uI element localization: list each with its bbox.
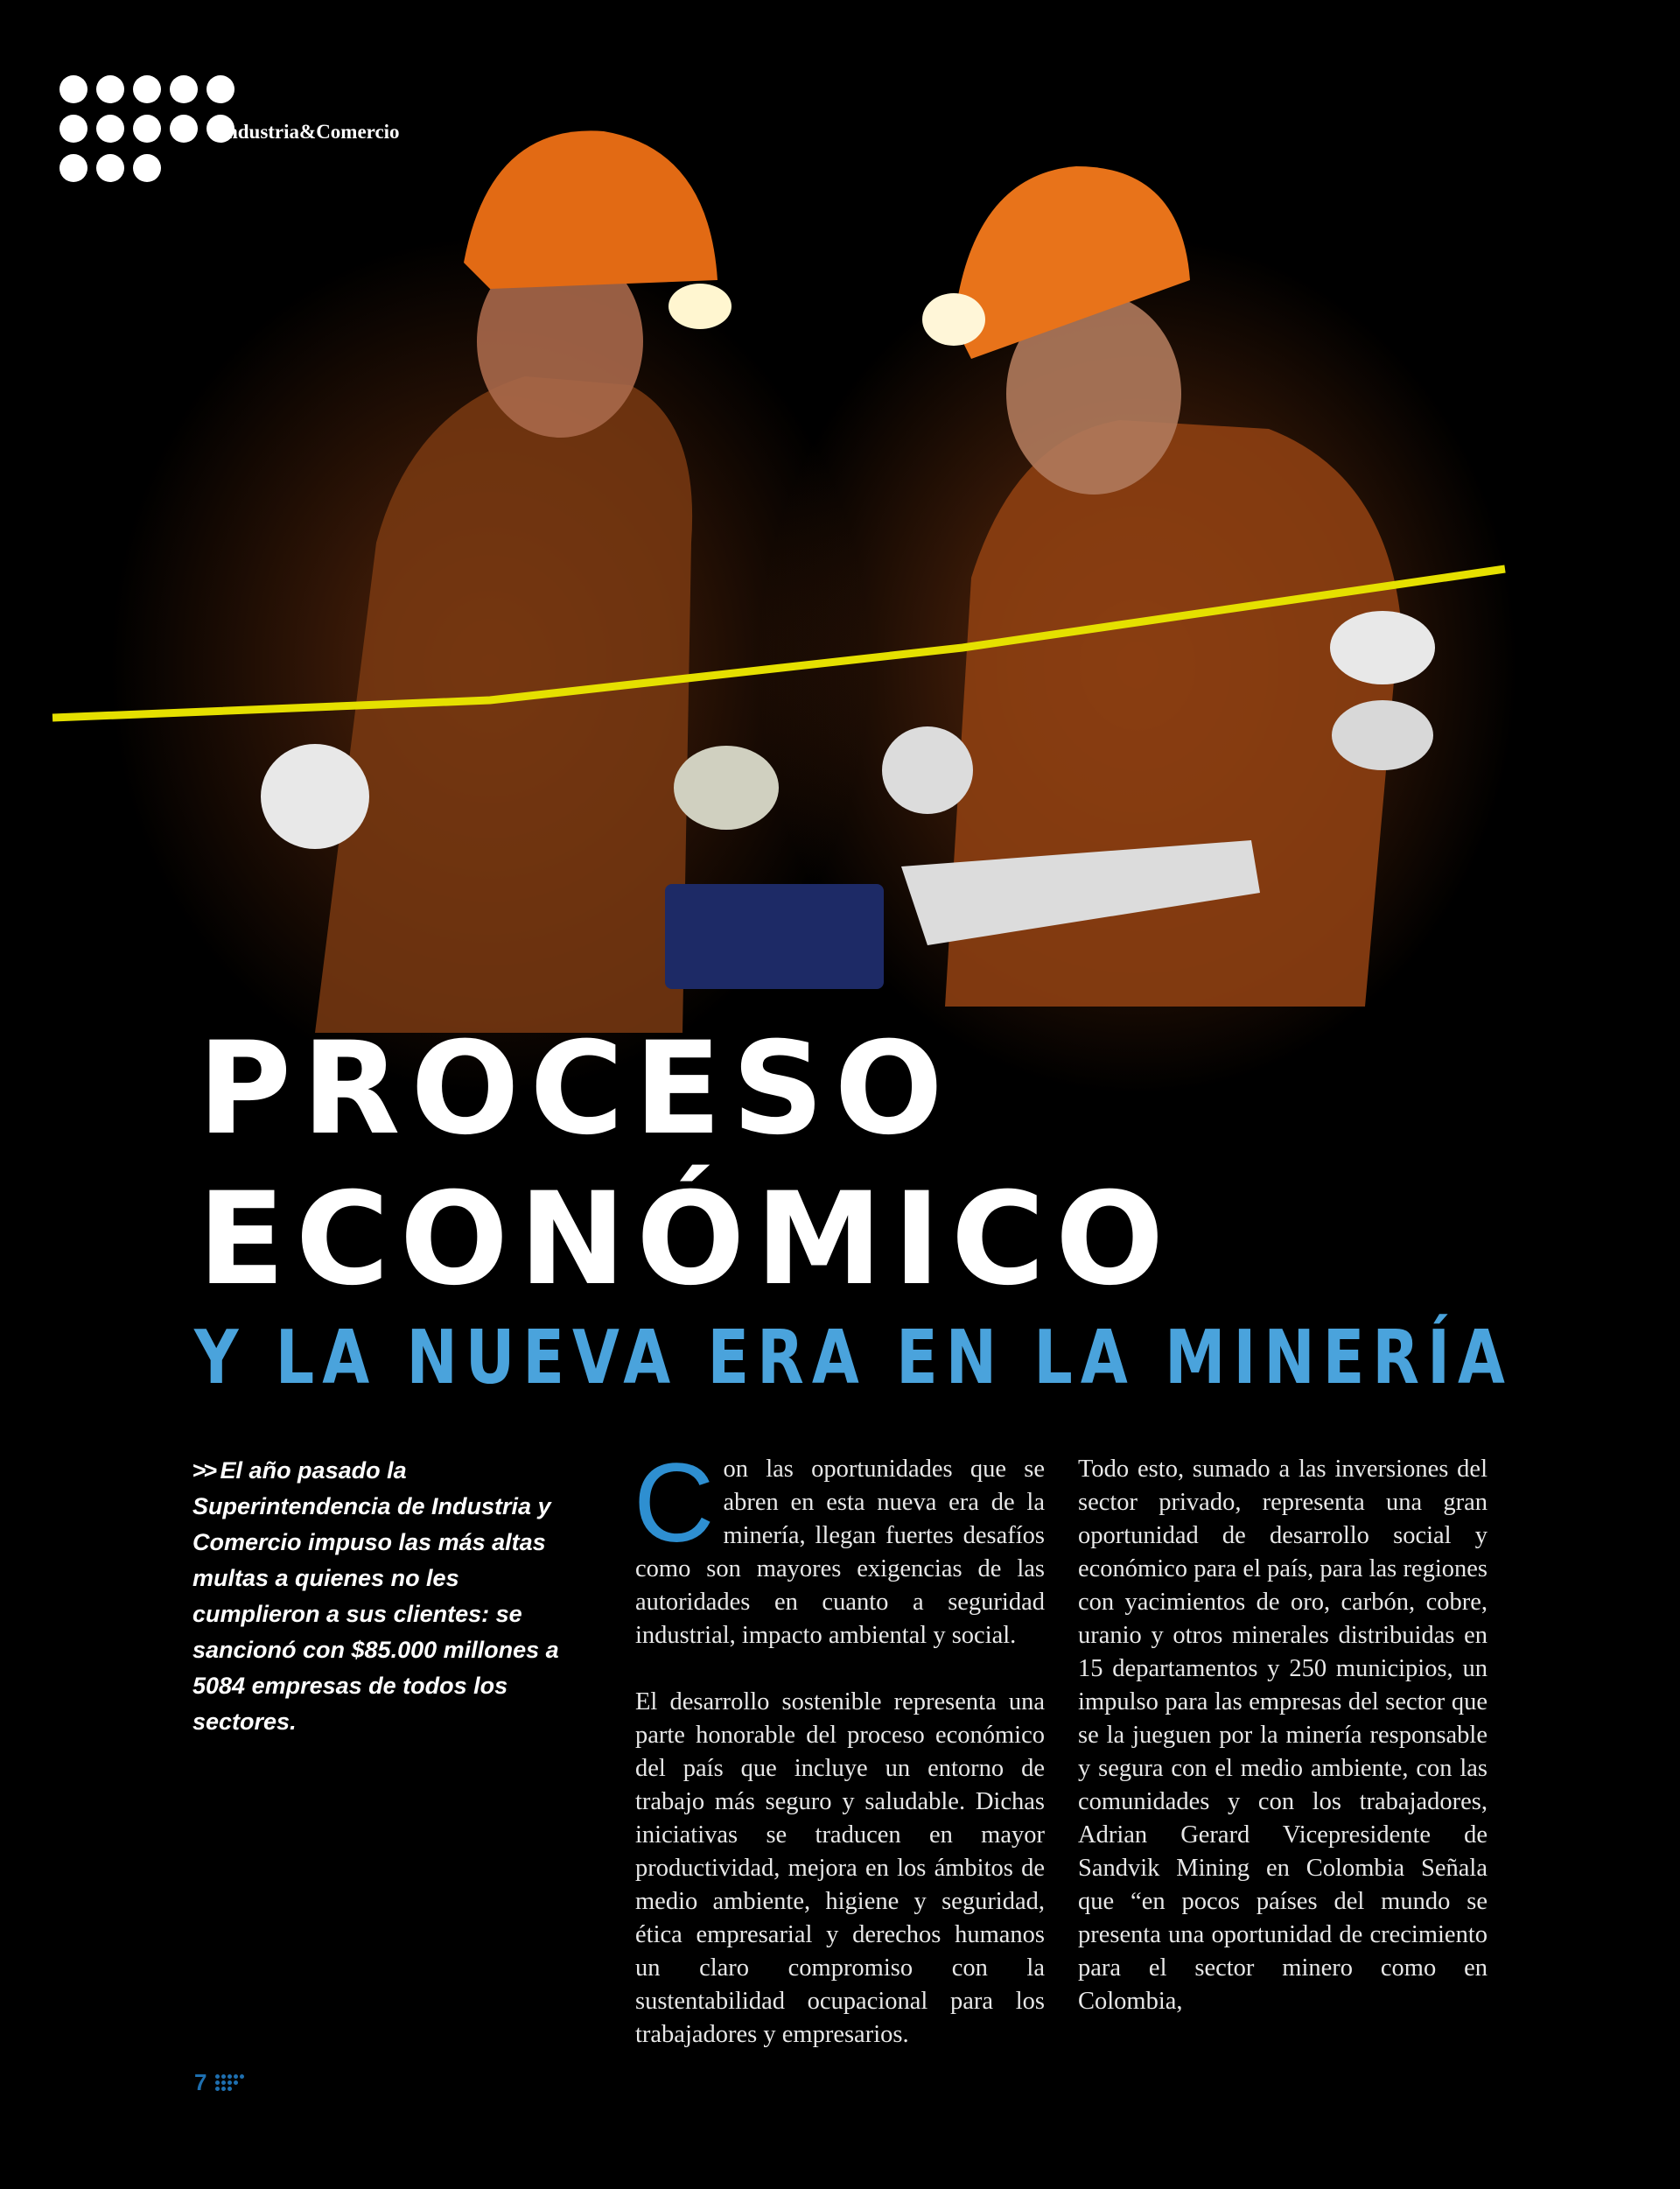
body-paragraph: Todo esto, sumado a las inversiones del sector privado, representa una gran oportunidad de desarrollo social y económico para el país, para las regiones con yacimientos de oro, carbón, cobre, uranio y otros minerales distribuidas en 15 departamentos y 250 municipios, un impulso para las empresas del sector que se la jueguen por la minería responsable y segura con el medio ambiente, con las comunidades y con los trabajadores, Adrian Gerard Vicepresidente de Sandvik Mining en Colombia Señala que “en pocos países del mundo se presenta una oportunidad de crecimiento para el sector minero como en Colombia, [1078, 1456, 1488, 2015]
subheadline: Y LA NUEVA ERA EN LA MINERÍA [194, 1315, 1513, 1401]
body-paragraph [634, 1441, 1045, 1652]
headline-line-2: ECONÓMICO [198, 1165, 1175, 1314]
brand-dots-icon [60, 75, 243, 189]
body-column-1 [634, 1441, 1045, 2085]
page-number: 7 [194, 2069, 207, 2095]
headline-line-1: PROCESO [198, 1014, 954, 1163]
chevron-double-right-icon: >> [192, 1457, 215, 1484]
body-paragraph: El desarrollo sostenible representa una parte honorable del proceso económico del país que incluye un entorno de trabajo más seguro y saludable. Dichas iniciativas se traducen en mayor productividad, mejora en los ámbitos de medio ambiente, higiene y seguridad, ética empresarial y derechos humanos un claro compromiso con la sustentabilidad ocupacional para los trabajadores y empresarios. [635, 1688, 1045, 2048]
brand-name: Industria&Comercio [219, 121, 400, 143]
drop-cap: C [634, 1441, 715, 1566]
folio-dots-icon [215, 2074, 250, 2094]
lead-text: El año pasado la Superintendencia de Industria y Comercio impuso las más altas multas a quienes no les cumplieron a sus clientes: se sancionó con $85.000 millones a 5084 empresas de todos los sectores. [192, 1457, 559, 1735]
body-column-2 [1078, 1453, 1488, 2052]
lead-paragraph [192, 1453, 578, 1740]
headline [198, 1014, 1174, 1315]
body-paragraph-text: on las oportunidades que se abren en esta nueva era de la minería, llegan fuertes desafíos como son mayores exigencias de las autoridades en cuanto a seguridad industrial, impacto ambiental y social. [635, 1456, 1045, 1649]
